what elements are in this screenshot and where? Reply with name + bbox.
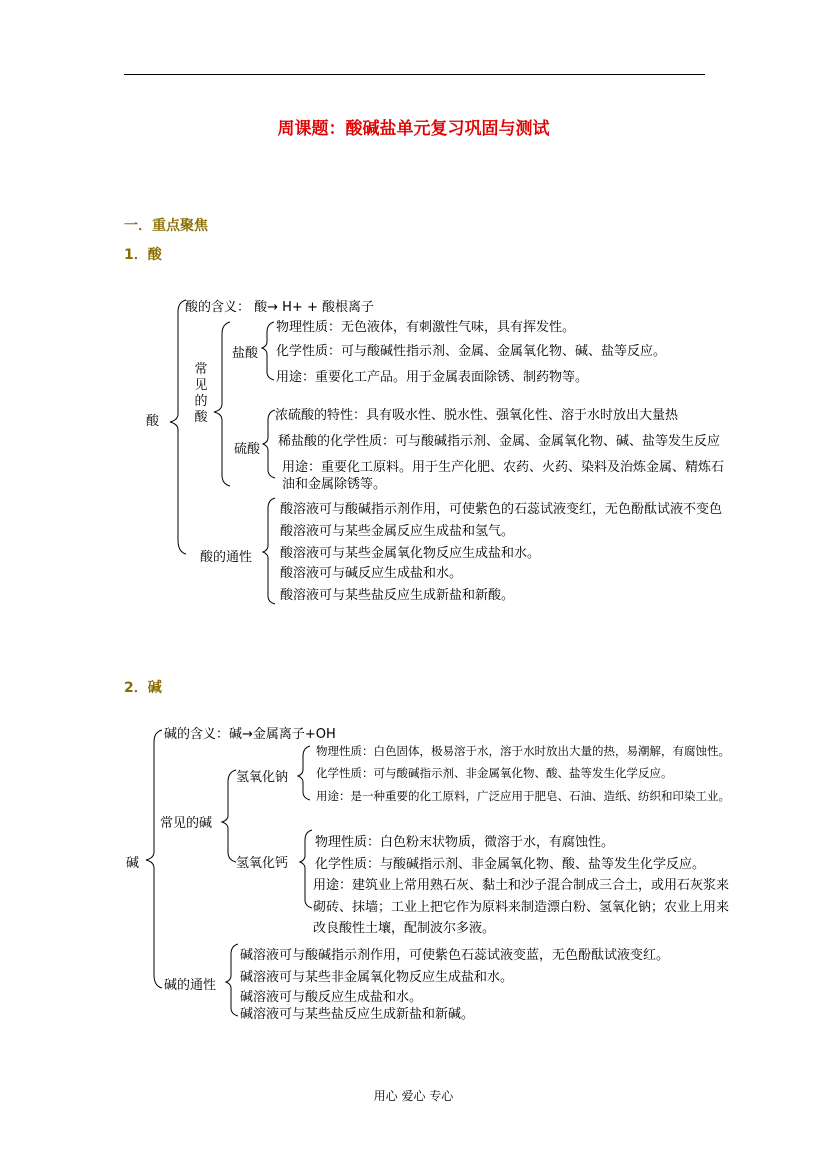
acid-general-item: 酸溶液可与碱反应生成盐和水。 (280, 566, 463, 581)
base-definition: 碱的含义：碱→金属离子+OH (164, 727, 336, 742)
caoh-item: 化学性质：与酸碱指示剂、非金属氧化物、酸、盐等发生化学反应。 (315, 857, 706, 872)
common-acids-label: 常见的酸 (194, 362, 208, 425)
base-root-label: 碱 (126, 856, 140, 871)
naoh-item: 物理性质：白色固体，极易溶于水，溶于水时放出大量的热，易潮解，有腐蚀性。 (316, 744, 730, 758)
h2so4-item: 油和金属除锈等。 (282, 477, 387, 492)
h2so4-item: 用途：重要化工原料。用于生产化肥、农药、火药、染料及治炼金属、精炼石 (282, 460, 725, 475)
naoh-item: 化学性质：可与酸碱指示剂、非金属氧化物、酸、盐等发生化学反应。 (316, 766, 673, 780)
acid-heading: 1．酸 (124, 247, 162, 263)
caoh-label: 氢氧化钙 (236, 856, 289, 871)
acid-root-label: 酸 (146, 414, 160, 429)
acid-general-item: 酸溶液可与某些金属氧化物反应生成盐和水。 (280, 546, 541, 561)
base-general-item: 碱溶液可与某些盐反应生成新盐和新碱。 (240, 1007, 475, 1022)
base-general-item: 碱溶液可与酸碱指示剂作用，可使紫色石蕊试液变蓝，无色酚酞试液变红。 (240, 948, 670, 963)
caoh-item: 用途：建筑业上常用熟石灰、黏土和沙子混合制成三合土，或用石灰浆来 (313, 878, 730, 893)
hcl-label: 盐酸 (232, 346, 259, 361)
section-heading: 一．重点聚焦 (124, 218, 208, 234)
naoh-label: 氢氧化钠 (236, 770, 289, 785)
base-general-label: 碱的通性 (164, 978, 217, 993)
acid-general-item: 酸溶液可与某些盐反应生成新盐和新酸。 (280, 588, 515, 603)
h2so4-item: 浓硫酸的特性：具有吸水性、脱水性、强氧化性、溶于水时放出大量热 (275, 408, 679, 423)
h2so4-label: 硫酸 (234, 442, 261, 457)
hcl-item: 用途：重要化工产品。用于金属表面除锈、制药物等。 (276, 370, 589, 385)
page-footer: 用心 爱心 专心 (373, 1089, 454, 1103)
acid-general-item: 酸溶液可与某些金属反应生成盐和氢气。 (280, 524, 515, 539)
caoh-item: 改良酸性土壤，配制波尔多液。 (313, 921, 496, 936)
base-heading: 2．碱 (124, 680, 162, 696)
common-bases-label: 常见的碱 (160, 816, 213, 831)
acid-definition: 酸的含义： 酸→ H+ + 酸根离子 (185, 300, 374, 315)
page-title: 周课题：酸碱盐单元复习巩固与测试 (277, 119, 550, 139)
h2so4-item: 稀盐酸的化学性质：可与酸碱指示剂、金属、金属氧化物、碱、盐等发生反应 (278, 434, 721, 449)
base-general-item: 碱溶液可与某些非金属氧化物反应生成盐和水。 (240, 970, 514, 985)
hcl-item: 化学性质：可与酸碱性指示剂、金属、金属氧化物、碱、盐等反应。 (276, 344, 667, 359)
caoh-item: 砌砖、抹墙；工业上把它作为原料来制造漂白粉、氢氧化钠；农业上用来 (313, 900, 730, 915)
base-general-item: 碱溶液可与酸反应生成盐和水。 (240, 990, 423, 1005)
hcl-item: 物理性质：无色液体，有刺激性气味，具有挥发性。 (276, 320, 576, 335)
acid-general-label: 酸的通性 (200, 550, 253, 565)
caoh-item: 物理性质：白色粉末状物质，微溶于水，有腐蚀性。 (315, 835, 615, 850)
acid-general-item: 酸溶液可与酸碱指示剂作用，可使紫色的石蕊试液变红，无色酚酞试液不变色 (280, 502, 723, 517)
naoh-item: 用途：是一种重要的化工原料，广泛应用于肥皂、石油、造纸、纺织和印染工业。 (316, 789, 730, 803)
